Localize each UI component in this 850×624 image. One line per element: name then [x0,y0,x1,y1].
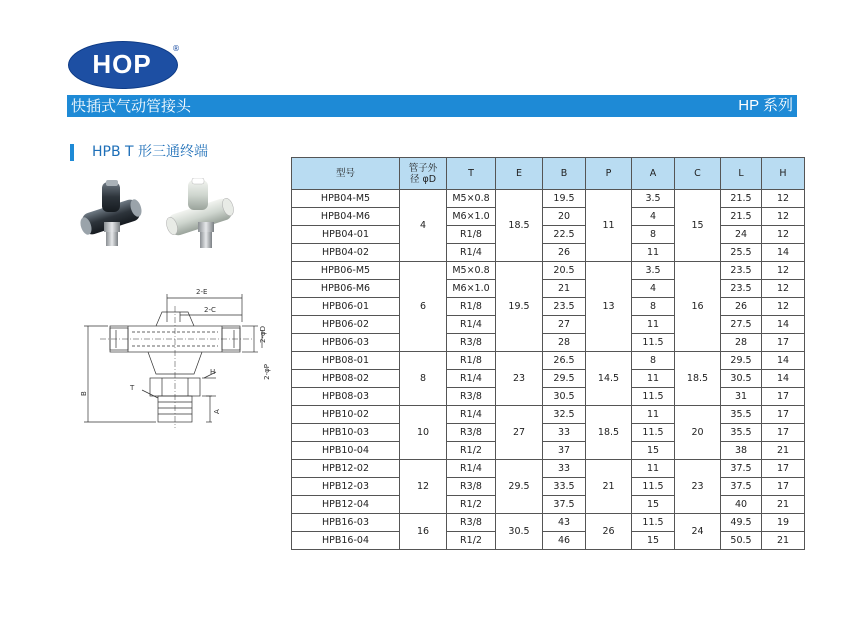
cell-model: HPB12-04 [292,496,400,514]
cell-c: 18.5 [675,352,721,406]
cell-l: 21.5 [721,208,762,226]
table-row [292,514,805,532]
table-row [292,424,805,442]
cell-e: 27 [496,406,543,460]
cell-h: 21 [762,496,805,514]
header-b: B [543,158,586,190]
cell-t: M5×0.8 [447,262,496,280]
cell-p: 13 [586,262,632,352]
table-row [292,244,805,262]
cell-a: 11.5 [632,388,675,406]
cell-e: 29.5 [496,460,543,514]
cell-model: HPB06-03 [292,334,400,352]
cell-h: 17 [762,334,805,352]
table-row [292,352,805,370]
cell-t: R3/8 [447,388,496,406]
cell-a: 11.5 [632,334,675,352]
registered-mark: ® [172,44,180,53]
cell-b: 33.5 [543,478,586,496]
cell-a: 8 [632,352,675,370]
subtitle-marker [70,144,74,161]
table-row [292,298,805,316]
cell-a: 11 [632,406,675,424]
label-t: T [130,384,135,392]
cell-l: 26 [721,298,762,316]
cell-a: 11 [632,460,675,478]
cell-t: R1/8 [447,352,496,370]
table-row [292,208,805,226]
cell-l: 35.5 [721,424,762,442]
cell-b: 37.5 [543,496,586,514]
cell-l: 23.5 [721,280,762,298]
cell-model: HPB04-M5 [292,190,400,208]
label-p: 2-φP [263,364,271,380]
cell-b: 23.5 [543,298,586,316]
cell-t: R1/2 [447,532,496,550]
cell-model: HPB08-03 [292,388,400,406]
cell-h: 14 [762,316,805,334]
cell-model: HPB08-02 [292,370,400,388]
cell-l: 23.5 [721,262,762,280]
table-row [292,478,805,496]
header-tube-od [400,158,447,190]
cell-h: 14 [762,244,805,262]
cell-l: 50.5 [721,532,762,550]
cell-l: 35.5 [721,406,762,424]
cell-a: 3.5 [632,262,675,280]
cell-b: 26 [543,244,586,262]
cell-b: 26.5 [543,352,586,370]
cell-a: 15 [632,442,675,460]
cell-e: 30.5 [496,514,543,550]
cell-a: 3.5 [632,190,675,208]
header-tube-od-line2: 径 φD [409,173,437,185]
cell-b: 30.5 [543,388,586,406]
cell-tube-od: 8 [400,352,447,406]
cell-l: 28 [721,334,762,352]
cell-e: 19.5 [496,262,543,352]
title-banner [67,95,797,117]
table-row [292,190,805,208]
cell-c: 20 [675,406,721,460]
cell-t: R3/8 [447,514,496,532]
cell-l: 29.5 [721,352,762,370]
cell-b: 21 [543,280,586,298]
cell-c: 23 [675,460,721,514]
dark-fitting [80,180,144,246]
cell-p: 14.5 [586,352,632,406]
header-tube-od-line1: 管子外 [408,162,438,174]
cell-a: 4 [632,280,675,298]
cell-a: 11.5 [632,514,675,532]
cell-t: R1/2 [447,496,496,514]
cell-l: 37.5 [721,478,762,496]
cell-h: 12 [762,298,805,316]
table-body [292,190,805,550]
cell-h: 17 [762,406,805,424]
cell-t: R1/4 [447,406,496,424]
cell-l: 38 [721,442,762,460]
cell-model: HPB06-01 [292,298,400,316]
table-row [292,280,805,298]
cell-p: 26 [586,514,632,550]
cell-t: M6×1.0 [447,280,496,298]
cell-model: HPB04-02 [292,244,400,262]
cell-a: 15 [632,496,675,514]
cell-b: 19.5 [543,190,586,208]
cell-model: HPB08-01 [292,352,400,370]
cell-t: R1/4 [447,244,496,262]
cell-h: 12 [762,190,805,208]
cell-h: 21 [762,532,805,550]
header-a: A [632,158,675,190]
cell-c: 15 [675,190,721,262]
cell-tube-od: 10 [400,406,447,460]
spec-table [291,157,805,550]
table-row [292,370,805,388]
cell-model: HPB16-04 [292,532,400,550]
cell-h: 12 [762,280,805,298]
cell-model: HPB06-M6 [292,280,400,298]
cell-h: 14 [762,352,805,370]
banner-series: HP 系列 [738,97,793,114]
cell-p: 11 [586,190,632,262]
table-row [292,406,805,424]
header-h: H [762,158,805,190]
table-row [292,262,805,280]
cell-model: HPB04-01 [292,226,400,244]
cell-model: HPB16-03 [292,514,400,532]
cell-h: 12 [762,226,805,244]
logo-text: HOP [92,49,152,79]
dimension-drawing [76,282,272,440]
cell-h: 14 [762,370,805,388]
cell-tube-od: 4 [400,190,447,262]
cell-model: HPB12-02 [292,460,400,478]
table-row [292,316,805,334]
cell-model: HPB10-02 [292,406,400,424]
cell-b: 29.5 [543,370,586,388]
cell-model: HPB10-03 [292,424,400,442]
cell-e: 18.5 [496,190,543,262]
cell-h: 17 [762,460,805,478]
cell-b: 33 [543,460,586,478]
table-row [292,388,805,406]
cell-tube-od: 6 [400,262,447,352]
header-p: P [586,158,632,190]
cell-b: 20 [543,208,586,226]
cell-a: 15 [632,532,675,550]
label-b: B [80,391,88,396]
cell-l: 27.5 [721,316,762,334]
cell-t: M5×0.8 [447,190,496,208]
cell-t: R3/8 [447,334,496,352]
cell-l: 24 [721,226,762,244]
cell-t: R3/8 [447,478,496,496]
cell-h: 17 [762,478,805,496]
cell-h: 12 [762,262,805,280]
table-row [292,532,805,550]
cell-b: 28 [543,334,586,352]
product-photo [80,178,256,260]
brand-logo [68,41,180,90]
cell-l: 31 [721,388,762,406]
cell-h: 21 [762,442,805,460]
header-t: T [447,158,496,190]
cell-l: 21.5 [721,190,762,208]
cell-p: 21 [586,460,632,514]
cell-h: 17 [762,424,805,442]
label-c: 2-C [204,306,216,314]
label-h: H [210,368,216,376]
cell-a: 11 [632,370,675,388]
cell-a: 11 [632,316,675,334]
cell-b: 22.5 [543,226,586,244]
cell-l: 37.5 [721,460,762,478]
cell-l: 49.5 [721,514,762,532]
cell-a: 8 [632,298,675,316]
cell-h: 12 [762,208,805,226]
header-c: C [675,158,721,190]
header-e: E [496,158,543,190]
cell-model: HPB10-04 [292,442,400,460]
light-fitting [164,178,235,248]
cell-p: 18.5 [586,406,632,460]
cell-l: 25.5 [721,244,762,262]
label-e: 2-E [196,288,208,296]
label-a: A [213,409,221,414]
cell-b: 37 [543,442,586,460]
cell-a: 11 [632,244,675,262]
cell-c: 24 [675,514,721,550]
cell-h: 19 [762,514,805,532]
header-l: L [721,158,762,190]
cell-t: R1/4 [447,460,496,478]
cell-t: R3/8 [447,424,496,442]
cell-b: 27 [543,316,586,334]
cell-t: R1/4 [447,316,496,334]
cell-a: 4 [632,208,675,226]
cell-model: HPB04-M6 [292,208,400,226]
label-d: 2-φD [259,326,267,343]
cell-l: 40 [721,496,762,514]
cell-model: HPB12-03 [292,478,400,496]
cell-t: R1/8 [447,298,496,316]
table-row [292,442,805,460]
cell-a: 11.5 [632,478,675,496]
cell-b: 20.5 [543,262,586,280]
header-model: 型号 [292,158,400,190]
cell-t: M6×1.0 [447,208,496,226]
banner-title: 快插式气动管接头 [71,97,192,115]
table-header-row [292,158,805,190]
cell-model: HPB06-M5 [292,262,400,280]
cell-b: 33 [543,424,586,442]
cell-tube-od: 12 [400,460,447,514]
cell-b: 32.5 [543,406,586,424]
cell-a: 8 [632,226,675,244]
cell-c: 16 [675,262,721,352]
cell-e: 23 [496,352,543,406]
cell-h: 17 [762,388,805,406]
cell-l: 30.5 [721,370,762,388]
cell-t: R1/8 [447,226,496,244]
table-row [292,226,805,244]
cell-t: R1/4 [447,370,496,388]
cell-b: 43 [543,514,586,532]
cell-t: R1/2 [447,442,496,460]
cell-tube-od: 16 [400,514,447,550]
table-row [292,460,805,478]
table-row [292,334,805,352]
product-subtitle: HPB T 形三通终端 [92,144,209,160]
cell-a: 11.5 [632,424,675,442]
table-row [292,496,805,514]
cell-b: 46 [543,532,586,550]
cell-model: HPB06-02 [292,316,400,334]
